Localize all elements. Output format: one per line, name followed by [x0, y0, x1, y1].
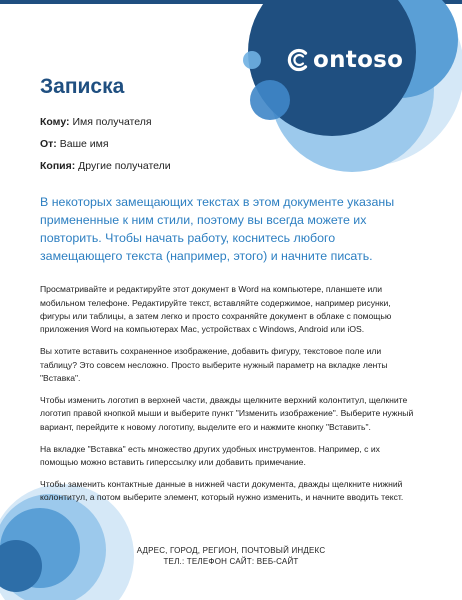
footer-contact[interactable]: ТЕЛ.: ТЕЛЕФОН САЙТ: ВЕБ-САЙТ: [163, 557, 299, 566]
memo-content: [40, 74, 420, 513]
body-paragraph[interactable]: Вы хотите вставить сохраненное изображение, добавить фигуру, текстовое поле или таблицу? Это совсем несложно. Просто выберите нужный параметр на вкладке ленты "Вставка".: [40, 346, 388, 384]
footer-address[interactable]: АДРЕС, ГОРОД, РЕГИОН, ПОЧТОВЫЙ ИНДЕКС: [136, 546, 326, 555]
from-field[interactable]: [40, 137, 420, 151]
cc-label: Копия:: [40, 160, 76, 173]
body-paragraph[interactable]: Чтобы изменить логотип в верхней части, дважды щелкните верхний колонтитул, щелкните логотип правой кнопкой мыши и выберите пункт "Изменить изображение". Выберите нужный вариант, перейдите к новому логотипу, выделите его и нажмите кнопку "Вставить".: [40, 395, 414, 432]
from-label: От:: [40, 138, 57, 151]
logo-text: ontoso: [313, 46, 404, 73]
from-value[interactable]: Ваше имя: [59, 138, 109, 151]
cc-value[interactable]: Другие получатели: [78, 160, 171, 173]
memo-title[interactable]: Записка: [40, 75, 125, 98]
intro-paragraph[interactable]: В некоторых замещающих текстах в этом документе указаны примененные к ним стили, поэтому вы всегда можете их повторить. Чтобы начать работу, коснитесь любого замещающего текста (например, этого) и начните писать.: [40, 195, 395, 264]
to-label: Кому:: [40, 116, 70, 129]
tiny-circle: [243, 51, 261, 69]
cc-field[interactable]: [40, 159, 420, 173]
page-footer: [0, 545, 462, 567]
body-paragraph[interactable]: Просматривайте и редактируйте этот документ в Word на компьютере, планшете или мобильном телефоне. Редактируйте текст, вставляйте содержимое, например рисунки, фигуры или таблицы, а затем легко и просто сохраняйте документ в облаке с помощью приложения Word на компьютерах Mac, устройствах с Windows, Android или iOS.: [40, 284, 392, 335]
body-paragraph[interactable]: На вкладке "Вставка" есть множество других удобных инструментов. Например, с их помощью можно вставить гиперссылку или добавить примечание.: [40, 443, 380, 468]
to-field[interactable]: [40, 115, 420, 129]
to-value[interactable]: Имя получателя: [72, 116, 152, 129]
body-paragraph[interactable]: Чтобы заменить контактные данные в нижней части документа, дважды щелкните нижний колонтитул, а потом выберите элемент, который нужно изменить, и начните вводить текст.: [40, 479, 404, 503]
company-logo: [286, 42, 403, 78]
contoso-c-logo-icon: [286, 47, 312, 73]
